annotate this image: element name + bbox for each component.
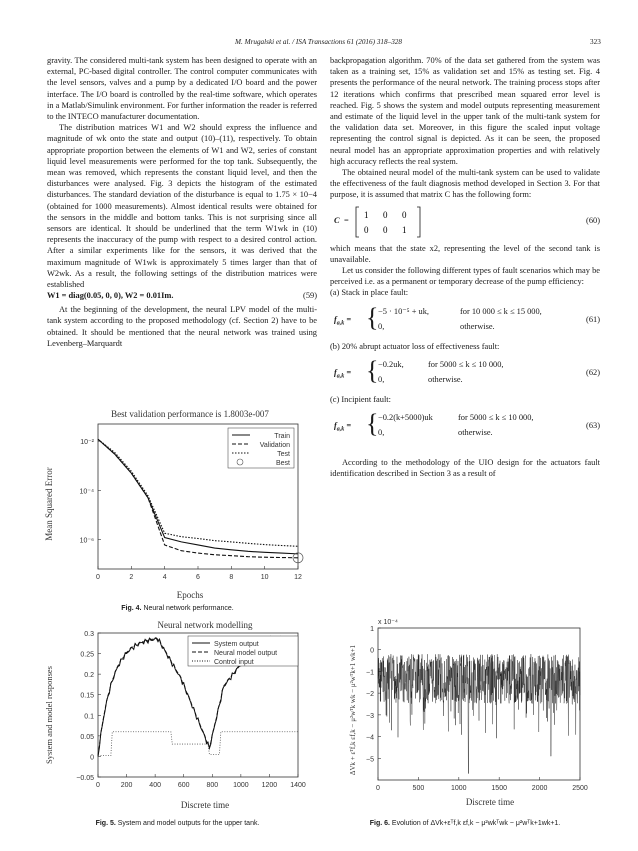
- fault-case-c: (c) Incipient fault:: [330, 394, 391, 404]
- case-value: −0.2(k+5000)uk: [378, 413, 433, 423]
- y-tick-label: 0.05: [80, 733, 94, 741]
- x-tick-label: 1000: [451, 785, 467, 792]
- case-condition: for 10 000 ≤ k ≤ 15 000,: [460, 306, 542, 316]
- x-tick-label: 400: [149, 782, 161, 789]
- x-axis-label: Discrete time: [465, 797, 515, 807]
- y-tick-label: 10⁻⁶: [79, 537, 94, 545]
- series-line-control-input: [98, 732, 298, 756]
- y-tick-label: −5: [366, 756, 374, 764]
- equation-number: (63): [586, 421, 600, 431]
- paragraph: which means that the state x2, representing the level of the second tank is unavailable.: [330, 243, 600, 264]
- svg-text:1: 1: [364, 209, 369, 220]
- x-tick-label: 0: [96, 782, 100, 789]
- x-tick-label: 2500: [572, 785, 588, 792]
- legend-label: Test: [277, 451, 290, 458]
- y-tick-label: −1: [366, 669, 374, 677]
- x-tick-label: 1200: [261, 782, 278, 789]
- fault-case-b: (b) 20% abrupt actuator loss of effectiveness fault:: [330, 341, 500, 351]
- y-tick-label: −3: [366, 712, 374, 720]
- x-tick-label: 1400: [290, 782, 306, 789]
- x-tick-label: 200: [120, 782, 133, 789]
- series-line-lyapunov: [378, 654, 580, 773]
- x-tick-label: 10: [260, 574, 269, 581]
- legend-label: System output: [214, 641, 259, 648]
- y-tick-label: 1: [370, 626, 374, 633]
- equation-61: $f_{a,k}$ = { −5 · 10⁻⁵ + uk, for 10 000 ≤ k ≤ 15 000, 0, otherwise. (61): [334, 302, 600, 332]
- svg-text:0: 0: [383, 224, 388, 235]
- y-tick-label: 10⁻²: [80, 439, 94, 447]
- figure-4-chart: [40, 404, 315, 602]
- figure-label: Fig. 5.: [95, 820, 116, 827]
- x-tick-label: 6: [196, 574, 200, 581]
- x-axis-label: Discrete time: [180, 800, 230, 810]
- left-column: [47, 55, 317, 349]
- x-tick-label: 2000: [531, 785, 548, 792]
- paragraph: At the beginning of the development, the neural LPV model of the multi-tank system according to the proposed methodology (cf. Section 2) have to be obtained. It should be mentioned that the neural network was trained using Levenberg–Marquardt: [47, 305, 317, 348]
- x-tick-label: 0: [96, 574, 100, 581]
- legend-label: Validation: [259, 442, 290, 449]
- y-tick-label: 0: [370, 647, 374, 655]
- x-tick-label: 4: [162, 574, 167, 581]
- y-tick-label: 0: [90, 754, 94, 762]
- y-tick-label: 0.3: [84, 631, 94, 638]
- x-tick-label: 1000: [233, 782, 249, 789]
- figure-4-caption: [40, 605, 315, 612]
- x-tick-label: 0: [376, 785, 380, 792]
- chart-title: Neural network modelling: [157, 620, 253, 630]
- case-condition: otherwise.: [460, 321, 495, 331]
- figure-6-caption: [330, 820, 600, 827]
- case-value: −5 · 10⁻⁵ + uk,: [378, 306, 429, 316]
- y-axis-label: System and model responses: [44, 666, 54, 764]
- caption-text: Evolution of ΔVk+εᵀf,k εf,k − μ²wkᵀwk − μ²wᵀk+1wk+1.: [391, 820, 561, 827]
- paragraph: According to the methodology of the UIO design for the actuators fault identification described in Section 3 as a result of: [330, 458, 600, 479]
- x-tick-label: 1500: [491, 785, 507, 792]
- case-value: 0,: [378, 374, 385, 384]
- y-tick-label: 10⁻⁴: [79, 488, 94, 496]
- figure-6-chart: [330, 610, 600, 815]
- caption-text: Neural network performance.: [143, 605, 234, 612]
- fault-case-a: (a) Stack in place fault:: [330, 288, 409, 298]
- citation: M. Mrugalski et al. / ISA Transactions 61 (2016) 318–328: [235, 38, 402, 46]
- case-condition: for 5000 ≤ k ≤ 10 000,: [458, 413, 534, 423]
- case-value: 0,: [378, 428, 385, 438]
- paragraph: The distribution matrices W1 and W2 should express the influence and magnitude of wk onto the state and output (10)–(11), respectively. To obtain appropriate proportion between the elements of W1 and W2, series of constant liquid level measurements were performed for the top tank. Subsequently, the mean was removed, which represents the constant liquid level, and then the disturbances were analysed. Fig. 3 depicts the histogram of the estimated disturbances. The standard deviation of the disturbance is equal to 1.75 × 10−4 (obtained for 1000 measurements). Almost identical results were obtained for the sensors in the middle and bottom tanks. This is not surprising since all sensors are identical. It should be underlined that the term W1wk in (10) represents the inaccuracy of the pump with respect to a desired control action. After a similar experiments like for the sensors, it was derived that the maximum magnitude of W1wk is approximately 5 times larger than that of W2wk. As a result, the following settings of the distribution matrices were established: [47, 123, 317, 290]
- chart-title: Best validation performance is 1.8003e-007: [111, 409, 269, 419]
- y-tick-label: −4: [366, 734, 374, 742]
- paragraph: The obtained neural model of the multi-tank system can be used to validate the effectiveness of the fault diagnosis method developed in Section 3. For that purpose, it is assumed that matrix C has the following form:: [330, 168, 600, 200]
- page-number: 323: [590, 38, 601, 46]
- equation-number: (59): [303, 291, 317, 301]
- equation-number: (60): [586, 215, 600, 225]
- legend-label: Best: [275, 460, 290, 467]
- case-condition: for 5000 ≤ k ≤ 10 000,: [428, 359, 504, 369]
- equation-63: $f_{a,k}$ = { −0.2(k+5000)uk for 5000 ≤ k ≤ 10 000, 0, otherwise. (63): [334, 409, 600, 439]
- equation: W1 = diag(0.05, 0, 0), W2 = 0.01Im.: [47, 291, 174, 301]
- svg-text:1: 1: [402, 224, 407, 235]
- equation-62: $f_{a,k}$ = { −0.2uk, for 5000 ≤ k ≤ 10 000, 0, otherwise. (62): [334, 355, 600, 385]
- x-tick-label: 12: [294, 574, 302, 581]
- x-tick-label: 600: [177, 782, 190, 789]
- svg-text:0: 0: [402, 209, 407, 220]
- equation-60: C = 1 0 0 0 0 1 (60): [330, 205, 600, 239]
- y-tick-label: −0.05: [76, 775, 94, 782]
- figure-label: Fig. 6.: [369, 820, 390, 827]
- paragraph: backpropagation algorithm. 70% of the data set gathered from the system was taken as a training set, 15% as validation set and 15% as testing set. Fig. 4 presents the performance of the neural network. The training process stops after 12 iterations which confirms that prescribed mean squared error level is reached. Fig. 5 shows the system and model outputs representing measurement and estimate of the liquid level in the upper tank of the multi-tank system for the validation data set. Moreover, in this figure the scaled input voltage representing the control signal is depicted. As it can be seen, the proposed neural model has an appropriate approximation properties and with relatively high accuracy reflects the real system.: [330, 56, 600, 166]
- legend-label: Neural model output: [214, 650, 278, 657]
- equation-59: [47, 290, 317, 304]
- paragraph: gravity. The considered multi-tank system has been designed to operate with an external, PC-based digital controller. The control computer communicates with the level sensors, valves and a pump by a dedicated I/O board and the power interface. The I/O board is controlled by the real-time software, which operates in a Matlab/Simulink environment. For further information the reader is referred to the INTECO manufacturer documentation.: [47, 56, 317, 122]
- legend-label: Train: [274, 433, 290, 440]
- y-tick-label: 0.1: [84, 713, 94, 721]
- y-scale-label: x 10⁻⁴: [378, 619, 398, 626]
- x-tick-label: 800: [206, 782, 219, 789]
- svg-text:0: 0: [364, 224, 369, 235]
- x-tick-label: 2: [129, 574, 134, 581]
- y-axis-label: Mean Squared Error: [44, 467, 54, 541]
- case-condition: otherwise.: [428, 374, 463, 384]
- figure-label: Fig. 4.: [121, 605, 142, 612]
- case-condition: otherwise.: [458, 428, 493, 438]
- y-tick-label: 0.25: [80, 651, 94, 659]
- y-tick-label: −2: [366, 691, 374, 699]
- x-tick-label: 500: [412, 785, 425, 792]
- case-value: −0.2uk,: [378, 359, 404, 369]
- x-tick-label: 8: [229, 574, 234, 581]
- matrix: [354, 205, 424, 239]
- caption-text: System and model outputs for the upper tank.: [117, 820, 260, 827]
- y-tick-label: 0.15: [80, 692, 94, 700]
- case-value: 0,: [378, 321, 385, 331]
- y-axis-label: ΔVk + εᵀf,k εf,k − μ²wᵀk wk − μ²wᵀk+1 wk+1: [349, 644, 357, 776]
- svg-text:0: 0: [383, 209, 388, 220]
- equation-number: (61): [586, 314, 600, 324]
- equation-number: (62): [586, 367, 600, 377]
- paragraph: Let us consider the following different types of fault scenarios which may be perceived i.e. as a permanent or temporary decrease of the pump efficiency:: [330, 266, 600, 287]
- figure-5-chart: [40, 615, 315, 815]
- right-column: [330, 55, 600, 479]
- legend-label: Control input: [214, 659, 254, 666]
- y-tick-label: 0.2: [84, 672, 94, 680]
- figure-5-caption: [40, 820, 315, 827]
- x-axis-label: Epochs: [176, 590, 204, 600]
